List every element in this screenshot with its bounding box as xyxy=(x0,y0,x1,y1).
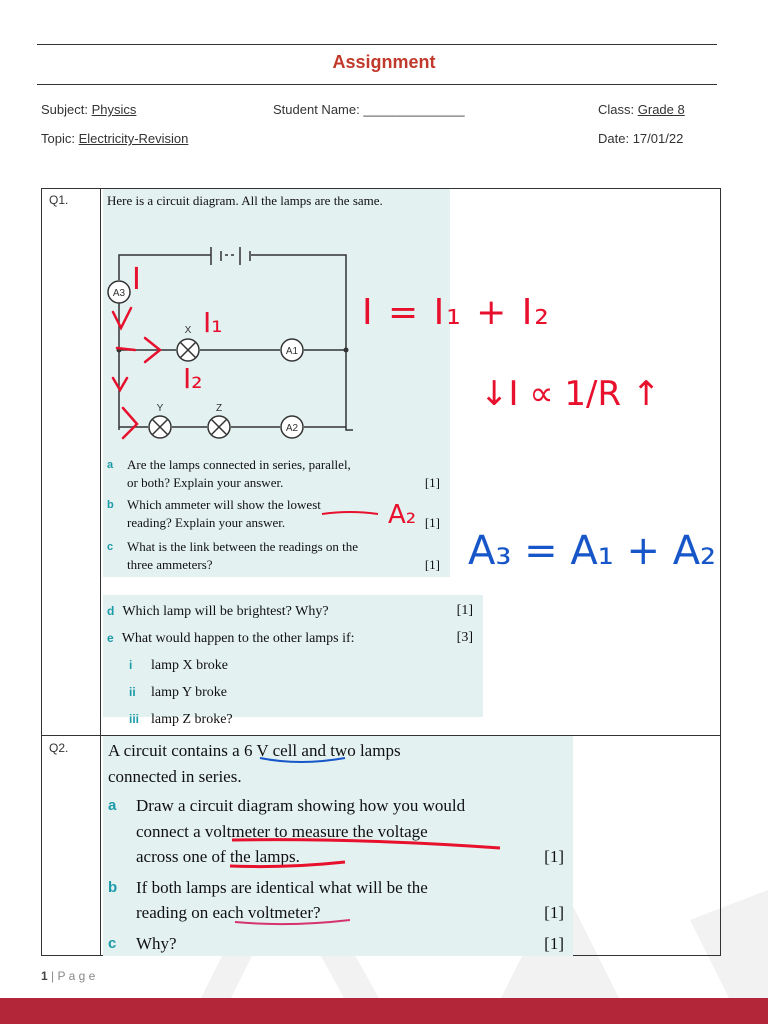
part-text: Draw a circuit diagram showing how you would xyxy=(136,796,466,815)
sub-letter: ii xyxy=(129,685,136,699)
q2-intro-line-2: connected in series. xyxy=(108,766,242,786)
date-value: 17/01/22 xyxy=(632,131,684,146)
part-text: or both? Explain your answer. xyxy=(127,475,284,490)
part-marks: [1] xyxy=(424,557,440,572)
class-field xyxy=(598,102,685,117)
part-text: reading on each voltmeter? xyxy=(136,903,321,922)
part-letter: c xyxy=(108,934,117,952)
q1-intro: Here is a circuit diagram. All the lamps are the same. xyxy=(107,193,383,208)
handwritten-eq-ammeters: A₃ = A₁ + A₂ xyxy=(468,528,717,574)
part-text: Are the lamps connected in series, parallel, xyxy=(127,457,351,472)
part-letter: d xyxy=(107,604,115,618)
top-rule xyxy=(37,44,717,45)
sub-text: lamp X broke xyxy=(151,658,228,673)
part-text: If both lamps are identical what will be the xyxy=(136,877,428,897)
part-marks: [1] xyxy=(456,603,473,618)
handwritten-current-i2: I₂ xyxy=(183,362,203,395)
q2-underlines xyxy=(230,752,510,932)
topic-label: Topic: xyxy=(41,131,75,146)
page-number: 1 xyxy=(41,969,48,983)
subject-value: Physics xyxy=(91,102,137,117)
part-text: three ammeters? xyxy=(127,557,213,572)
q1-sub-i xyxy=(107,652,479,679)
title-rule xyxy=(37,84,717,85)
q2-label: Q2. xyxy=(49,741,69,755)
q1-part-d xyxy=(107,598,479,625)
part-marks: [3] xyxy=(456,630,473,645)
part-text: What would happen to the other lamps if: xyxy=(121,631,355,646)
part-letter: e xyxy=(107,631,114,645)
page-label: | P a g e xyxy=(51,969,96,983)
page-footer xyxy=(41,969,95,983)
lamp-z-label: Z xyxy=(215,403,223,414)
part-text: Which lamp will be brightest? Why? xyxy=(122,604,329,619)
page-title: Assignment xyxy=(332,52,436,72)
q1-sub-iii xyxy=(107,706,479,733)
q2-part-c xyxy=(108,931,568,957)
part-letter: b xyxy=(107,499,114,511)
table-column-divider xyxy=(100,189,101,955)
q1-label: Q1. xyxy=(49,193,69,207)
handwritten-eq-current-sum: I = I₁ + I₂ xyxy=(362,292,551,333)
part-marks: [1] xyxy=(544,847,564,866)
q2-intro-line-1: A circuit contains a 6 V cell and two lamps xyxy=(108,741,401,760)
q1-sub-ii xyxy=(107,679,479,706)
ammeter-a2-label: A2 xyxy=(285,423,299,434)
topic-value: Electricity-Revision xyxy=(78,131,189,146)
part-marks: [1] xyxy=(544,933,564,953)
lamp-y-label: Y xyxy=(156,403,164,414)
part-marks: [1] xyxy=(544,902,564,922)
lamp-x-label: X xyxy=(184,325,192,336)
sub-text: lamp Y broke xyxy=(151,685,227,700)
q1-part-e xyxy=(107,625,479,652)
handwritten-eq-proportional: ↓I ∝ 1/R ↑ xyxy=(480,374,661,414)
class-label: Class: xyxy=(598,102,635,117)
student-name-field: Student Name: ______________ xyxy=(273,102,465,117)
part-text: across one of the lamps. xyxy=(136,847,300,866)
part-text: reading? Explain your answer. xyxy=(127,515,286,530)
topic-field xyxy=(41,131,188,146)
footer-bar xyxy=(0,998,768,1024)
date-field xyxy=(598,131,683,146)
subject-label: Subject: xyxy=(41,102,88,117)
part-letter: c xyxy=(107,541,114,553)
q1-part-c xyxy=(107,538,446,578)
ammeter-a3-label: A3 xyxy=(112,288,126,299)
q1-parts-2 xyxy=(107,598,479,733)
part-letter: b xyxy=(108,878,118,896)
sub-text: lamp Z broke? xyxy=(151,712,233,727)
sub-letter: i xyxy=(129,658,133,672)
class-value: Grade 8 xyxy=(637,102,685,117)
handwritten-current-i1: I₁ xyxy=(203,306,223,339)
ammeter-a1-label: A1 xyxy=(285,346,299,357)
part-text: What is the link between the readings on the xyxy=(127,539,359,554)
part-marks: [1] xyxy=(424,515,440,530)
underline-lowest xyxy=(320,508,380,518)
date-label: Date: xyxy=(598,131,630,146)
q1-part-a xyxy=(107,456,446,496)
part-text: connect a voltmeter to measure the voltage xyxy=(136,821,428,841)
part-letter: a xyxy=(108,797,117,814)
handwritten-current-i: I xyxy=(132,262,141,297)
handwritten-answer-b: A₂ xyxy=(388,500,417,530)
part-letter: a xyxy=(107,459,114,471)
handwritten-arrows xyxy=(105,300,185,440)
part-text: Why? xyxy=(136,933,177,953)
part-text: Which ammeter will show the lowest xyxy=(127,497,321,512)
sub-letter: iii xyxy=(129,712,140,726)
part-marks: [1] xyxy=(424,475,440,490)
subject-field xyxy=(41,102,136,117)
